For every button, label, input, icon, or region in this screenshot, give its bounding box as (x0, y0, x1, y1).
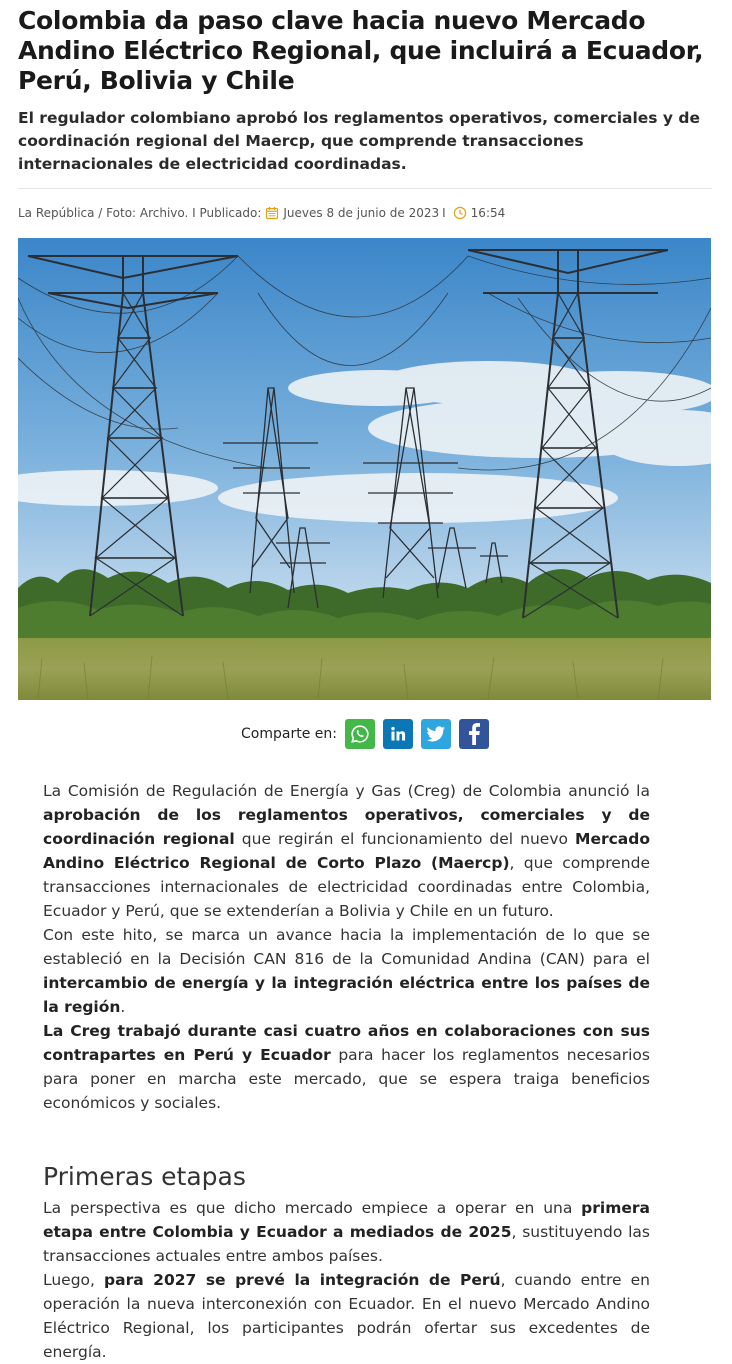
text: que regirán el funcionamiento del nuevo (234, 830, 576, 848)
twitter-share-button[interactable] (421, 719, 451, 749)
paragraph-4 (43, 1196, 650, 1268)
bold-text: La Creg trabajó durante casi cuatro años en colaboraciones con sus contrapartes en Perú y Ecuador (43, 1022, 650, 1064)
article-meta (18, 204, 712, 222)
article-title: Colombia da paso clave hacia nuevo Mercado Andino Eléctrico Regional, que incluirá a Ecuador, Perú, Bolivia y Chile (18, 6, 704, 95)
text: , que comprende transacciones internacionales de electricidad coordinadas entre Colombia, Ecuador y Perú, que se extenderían a Bolivia y Chile en un futuro. (43, 854, 650, 920)
twitter-icon (426, 725, 446, 743)
whatsapp-share-button[interactable] (345, 719, 375, 749)
meta-separator: I (442, 206, 446, 220)
text: para hacer los reglamentos necesarios para poner en marcha este mercado, que se espera traiga beneficios económicos y sociales. (43, 1046, 650, 1112)
facebook-share-button[interactable] (459, 719, 489, 749)
bold-text: aprobación de los reglamentos operativos, comerciales y de coordinación regional (43, 806, 650, 848)
article-container (0, 6, 732, 749)
paragraph-2 (43, 923, 650, 1019)
facebook-icon (467, 723, 481, 745)
text: La Comisión de Regulación de Energía y Gas (Creg) de Colombia anunció la (43, 782, 650, 800)
meta-time: 16:54 (470, 206, 506, 220)
paragraph-5 (43, 1268, 650, 1364)
section-heading: Primeras etapas (43, 1162, 246, 1191)
text: La perspectiva es que dicho mercado empiece a operar en una (43, 1199, 582, 1217)
bold-text: Mercado Andino Eléctrico Regional de Corto Plazo (Maercp) (43, 830, 650, 872)
bold-text: para 2027 se prevé la integración de Perú (104, 1271, 501, 1289)
text: Luego, (43, 1271, 105, 1289)
meta-date: Jueves 8 de junio de 2023 (283, 206, 440, 220)
article-lead: El regulador colombiano aprobó los reglamentos operativos, comerciales y de coordinación regional del Maercp, que comprende transacciones internacionales de electricidad coordinadas. (18, 109, 701, 173)
article-body (43, 779, 650, 1115)
paragraph-3 (43, 1019, 650, 1115)
divider (18, 188, 712, 189)
whatsapp-icon (350, 724, 370, 744)
bold-text: intercambio de energía y la integración eléctrica entre los países de la región (43, 974, 650, 1016)
share-bar (18, 719, 712, 749)
linkedin-icon (389, 725, 407, 743)
text: . (120, 998, 126, 1016)
bold-text: primera etapa entre Colombia y Ecuador a mediados de 2025 (43, 1199, 650, 1241)
paragraph-1 (43, 779, 650, 923)
meta-source: La República / Foto: Archivo. I Publicado: (18, 206, 262, 220)
share-label: Comparte en: (241, 726, 337, 742)
calendar-icon (265, 206, 279, 220)
hero-image (18, 238, 711, 700)
text: , sustituyendo las transacciones actuales entre ambos países. (43, 1223, 650, 1265)
linkedin-share-button[interactable] (383, 719, 413, 749)
text: Con este hito, se marca un avance hacia la implementación de lo que se estableció en la Decisión CAN 816 de la Comunidad Andina (CAN) para el (43, 926, 650, 968)
text: , cuando entre en operación la nueva interconexión con Ecuador. En el nuevo Mercado Andino Eléctrico Regional, los participantes podrán ofertar sus excedentes de energía. (43, 1271, 650, 1361)
clock-icon (453, 206, 467, 220)
section-body (43, 1196, 650, 1364)
